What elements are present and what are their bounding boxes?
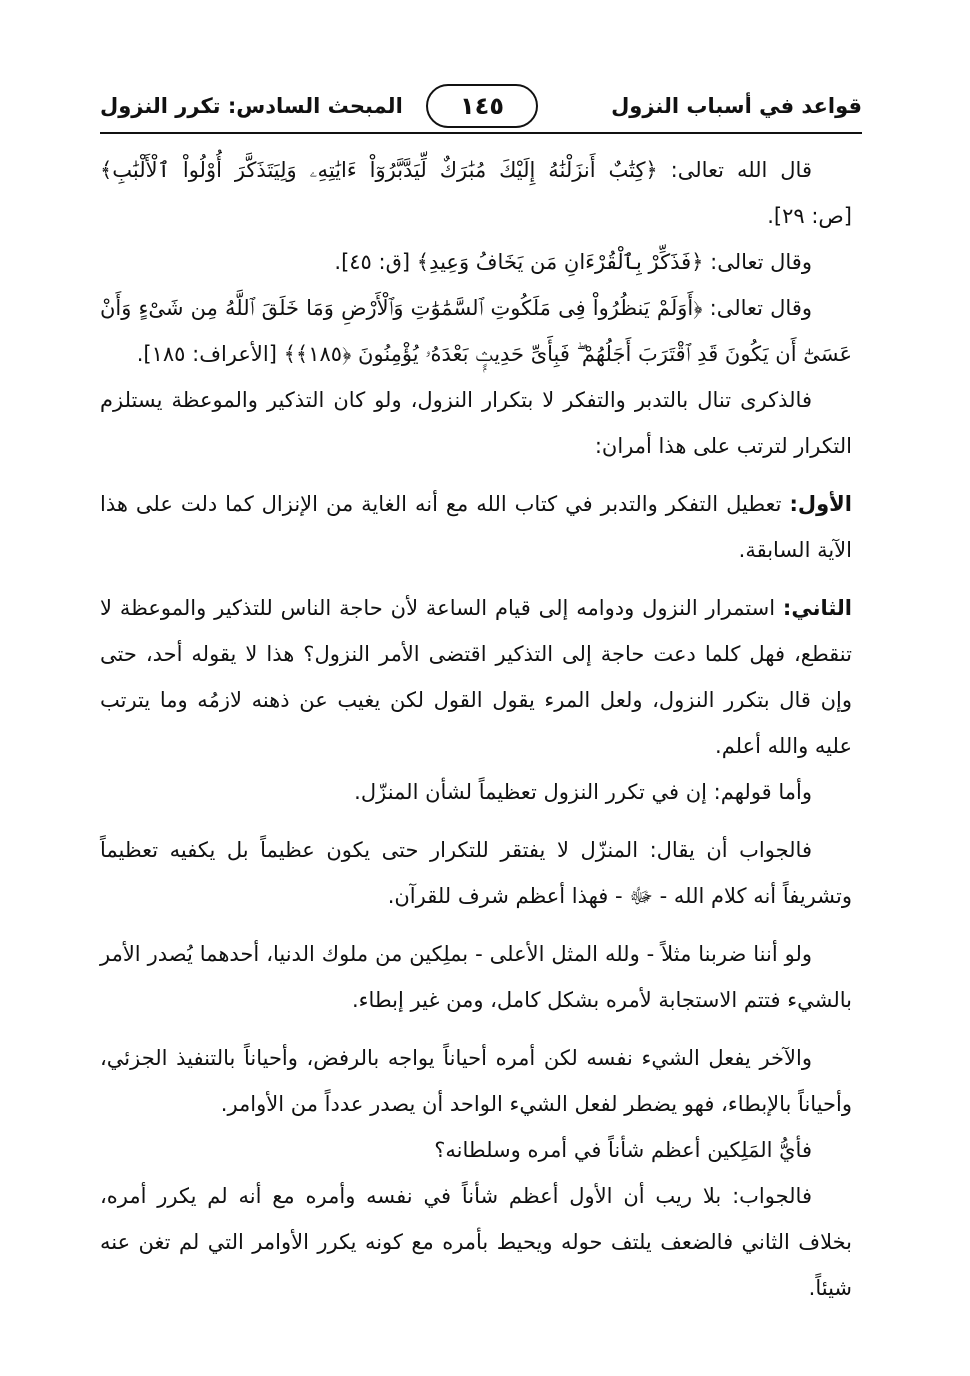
body-paragraph: والآخر يفعل الشيء نفسه لكن أمره أحياناً يواجه بالرفض، وأحياناً بالتنفيذ الجزئي، وأحياناً بالإبطاء، فهو يضطر لفعل الشيء الواحد أن يصدر عدداً من الأوامر. — [100, 1046, 852, 1116]
verse-reference: [الأعراف: ١٨٥]. — [136, 342, 277, 366]
point-label: الثاني: — [782, 596, 852, 620]
page-number: ١٤٥ — [426, 84, 538, 128]
verse-reference: [ق: ٤٥]. — [334, 250, 411, 274]
verse-reference: [ص: ٢٩]. — [767, 204, 852, 228]
book-title: قواعد في أسباب النزول — [611, 94, 862, 118]
verse-paragraph-3 — [100, 285, 852, 377]
quran-verse: ﴿أَوَلَمْ يَنظُرُواْ فِى مَلَكُوتِ ٱلسَّمَٰوَٰتِ وَٱلْأَرْضِ وَمَا خَلَقَ ٱللَّهُ مِن شَىْءٍ وَأَنْ عَسَىٰٓ أَن يَكُونَ قَدِ ٱقْتَرَبَ أَجَلُهُمْ ۖ فَبِأَىِّ حَدِيثٍۭ بَعْدَهُۥ يُؤْمِنُونَ ﴿١٨٥﴾﴾ — [100, 296, 852, 366]
point-second — [100, 585, 852, 769]
body-paragraph: فأيُّ المَلِكين أعظم شأناً في أمره وسلطانه؟ — [434, 1138, 812, 1162]
section-title: المبحث السادس: تكرر النزول — [100, 94, 403, 118]
point-text: استمرار النزول ودوامه إلى قيام الساعة لأن حاجة الناس للتذكير والموعظة لا تنقطع، فهل كلما دعت حاجة إلى التذكير اقتضى الأمر النزول؟ هذا لا يقوله أحد، حتى وإن قال بتكرر النزول، ولعل المرء يقول القول لكن يغيب عن ذهنه لازمُه وما يترتب عليه والله أعلم. — [100, 596, 852, 758]
point-first — [100, 481, 852, 573]
quran-verse: ﴿كِتَٰبٌ أَنزَلْنَٰهُ إِلَيْكَ مُبَٰرَكٌ لِّيَدَّبَّرُوٓاْ ءَايَٰتِهِۦ وَلِيَتَذَكَّرَ أُوْلُواْ ٱلْأَلْبَٰبِ﴾ — [100, 158, 658, 182]
verse-paragraph-2 — [100, 239, 852, 285]
header-rule — [100, 132, 862, 134]
body-paragraph: فالجواب: بلا ريب أن الأول أعظم شأناً في نفسه وأمره مع أنه لم يكرر أمره، بخلاف الثاني فالضعف يلتف حوله ويحيط بأمره مع كونه يكرر الأوامر التي لم تغن عنه شيئاً. — [100, 1184, 852, 1300]
body-paragraph: فالذكرى تنال بالتدبر والتفكر لا بتكرار النزول، ولو كان التذكير والموعظة يستلزم التكرار لترتب على هذا أمران: — [100, 388, 852, 458]
point-label: الأول: — [789, 492, 852, 516]
body-paragraph: فالجواب أن يقال: المنزّل لا يفتقر للتكرار حتى يكون عظيماً بل يكفيه تعظيماً وتشريفاً أنه كلام الله - ﷻ - فهذا أعظم شرف للقرآن. — [100, 838, 852, 908]
page-body — [100, 147, 852, 1311]
body-paragraph: ولو أننا ضربنا مثلاً - ولله المثل الأعلى - بملِكين من ملوك الدنيا، أحدهما يُصدر الأمر بالشيء فتتم الاستجابة لأمره بشكل كامل، ومن غير إبطاء. — [100, 942, 852, 1012]
point-text: تعطيل التفكر والتدبر في كتاب الله مع أنه الغاية من الإنزال كما دلت على هذا الآية السابقة. — [100, 492, 852, 562]
verse-intro: وقال تعالى: — [702, 296, 812, 320]
body-paragraph: وأما قولهم: إن في تكرر النزول تعظيماً لشأن المنزّل. — [354, 780, 812, 804]
verse-intro: قال الله تعالى: — [657, 158, 812, 182]
page-header — [100, 84, 862, 130]
quran-verse: ﴿فَذَكِّرْ بِٱلْقُرْءَانِ مَن يَخَافُ وَعِيدِ﴾ — [416, 250, 704, 274]
verse-paragraph-1 — [100, 147, 852, 239]
verse-intro: وقال تعالى: — [703, 250, 812, 274]
